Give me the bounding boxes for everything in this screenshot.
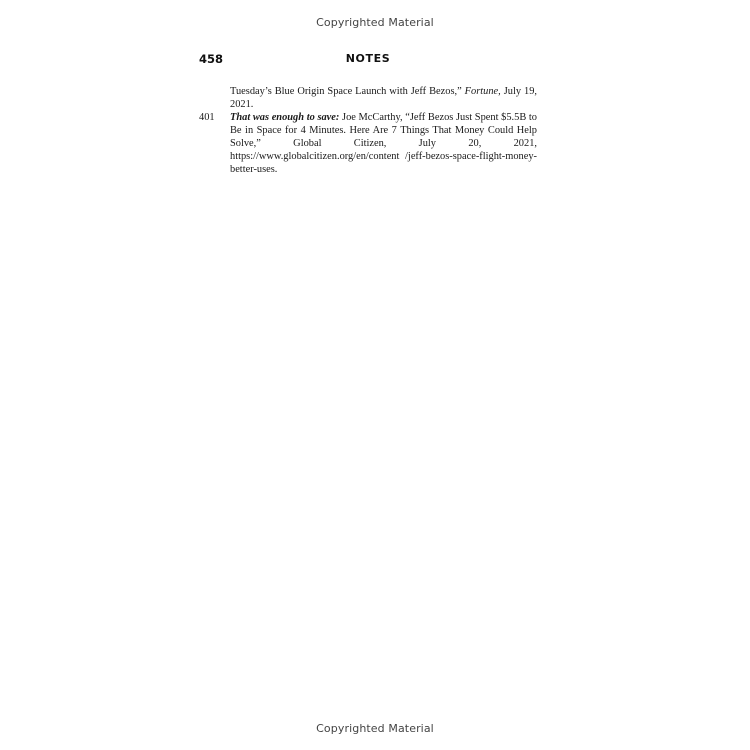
note-ref-number: 401 (199, 112, 215, 123)
note-entry-401 (199, 111, 537, 176)
notes-list (199, 85, 537, 176)
section-title: NOTES (345, 52, 391, 65)
running-head (199, 52, 537, 68)
copyright-watermark-top: Copyrighted Material (316, 16, 434, 29)
note-text: Joe McCarthy, “Jeff Bezos Just Spent $5.5B to Be in Space for 4 Minutes. Here Are 7 Things That Money Could Help Solve,” Global Citizen, July 20, 2021, https://www.globalcitizen.org/en/content /jeff-bezos-space-flight-money-better-uses. (230, 112, 537, 175)
publication-title: Fortune, (464, 86, 501, 97)
note-entry-continued (199, 85, 537, 111)
copyright-watermark-bottom: Copyrighted Material (316, 722, 434, 735)
note-text-end: July 19, 2021. (230, 86, 537, 110)
note-text: Tuesday’s Blue Origin Space Launch with Jeff Bezos,” (230, 86, 465, 97)
note-lead-phrase: That was enough to save: (230, 112, 340, 123)
page-number: 458 (199, 52, 224, 66)
